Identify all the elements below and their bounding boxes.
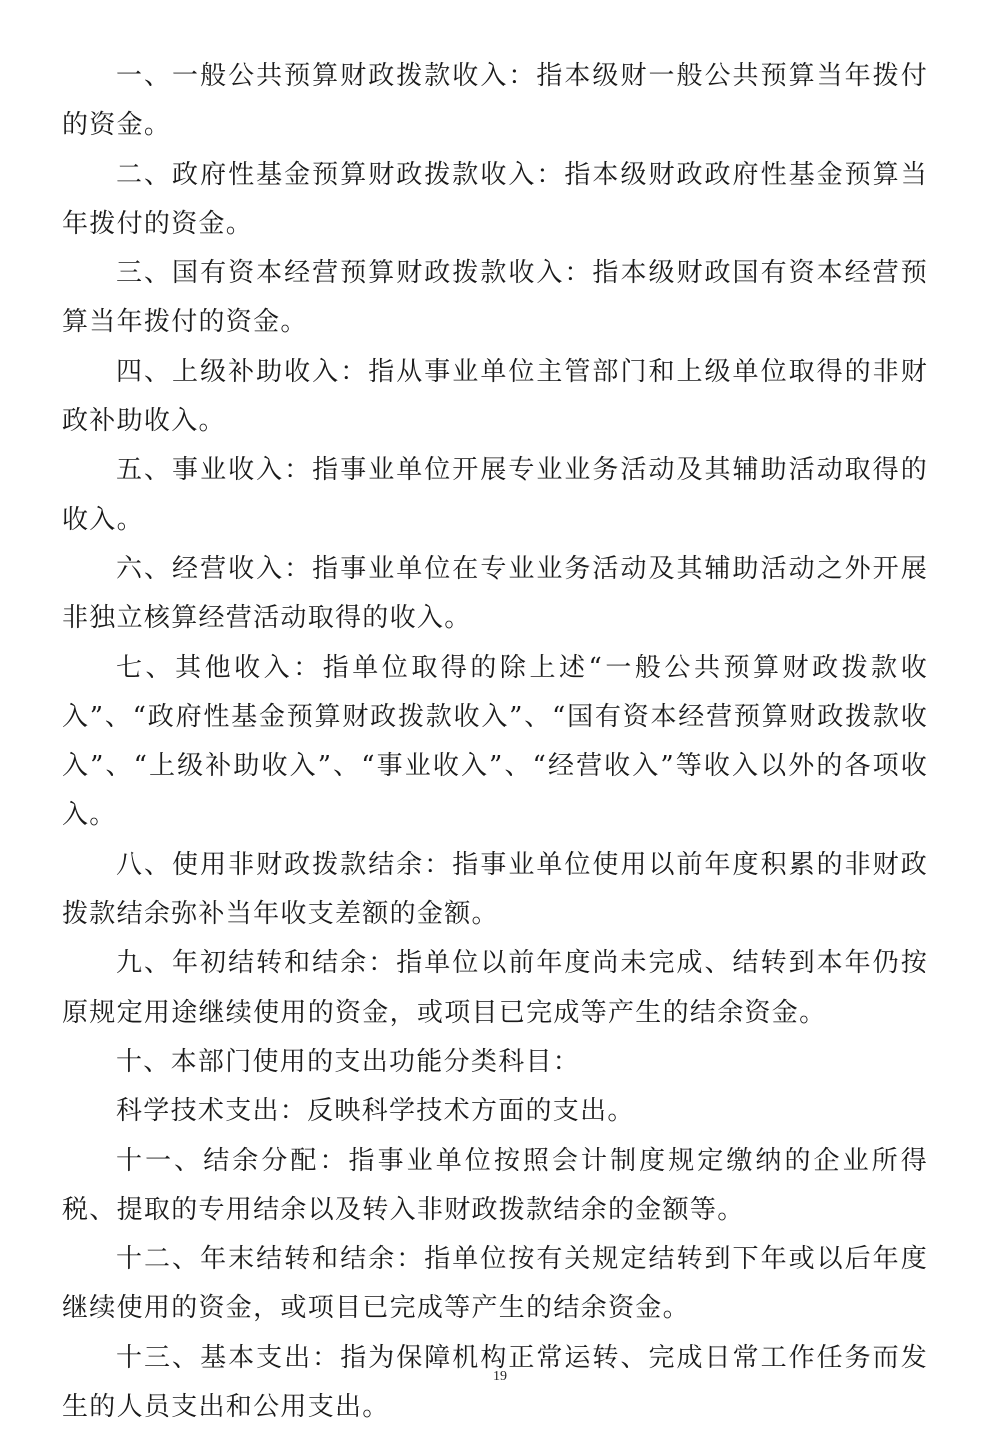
paragraph-surplus-distribution: 十一、结余分配：指事业单位按照会计制度规定缴纳的企业所得税、提取的专用结余以及转入非财政拨款结余的金额等。: [62, 1145, 928, 1225]
paragraph-other-income: 七、其他收入：指单位取得的除上述“一般公共预算财政拨款收入”、“政府性基金预算财政拨款收入”、“国有资本经营预算财政拨款收入”、“上级补助收入”、“事业收入”、“经营收入”等收入以外的各项收入。: [62, 652, 928, 831]
paragraph-function-classification: 十、本部门使用的支出功能分类科目：: [116, 1046, 581, 1077]
paragraph-beginning-carryover: 九、年初结转和结余：指单位以前年度尚未完成、结转到本年仍按原规定用途继续使用的资金，或项目已完成等产生的结余资金。: [62, 948, 928, 1028]
paragraph-science-tech-expenditure: 科学技术支出：反映科学技术方面的支出。: [116, 1096, 635, 1127]
paragraph-government-fund-income: 二、政府性基金预算财政拨款收入：指本级财政政府性基金预算当年拨付的资金。: [62, 159, 928, 239]
paragraph-non-fiscal-surplus-use: 八、使用非财政拨款结余：指事业单位使用以前年度积累的非财政拨款结余弥补当年收支差额的金额。: [62, 849, 928, 930]
paragraph-general-budget-income: 一、一般公共预算财政拨款收入：指本级财一般公共预算当年拨付的资金。: [62, 61, 928, 141]
paragraph-year-end-carryover: 十二、年末结转和结余：指单位按有关规定结转到下年或以后年度继续使用的资金，或项目已完成等产生的结余资金。: [62, 1244, 928, 1324]
paragraph-operating-income: 六、经营收入：指事业单位在专业业务活动及其辅助活动之外开展非独立核算经营活动取得的收入。: [62, 553, 928, 634]
paragraph-superior-subsidy-income: 四、上级补助收入：指从事业单位主管部门和上级单位取得的非财政补助收入。: [62, 356, 928, 437]
page-number: 19: [493, 1369, 507, 1384]
paragraph-basic-expenditure: 十三、基本支出：指为保障机构正常运转、完成日常工作任务而发生的人员支出和公用支出。: [62, 1342, 928, 1423]
document-body: [62, 52, 928, 1432]
paragraph-state-capital-income: 三、国有资本经营预算财政拨款收入：指本级财政国有资本经营预算当年拨付的资金。: [62, 258, 928, 338]
paragraph-business-income: 五、事业收入：指事业单位开展专业业务活动及其辅助活动取得的收入。: [62, 455, 928, 535]
